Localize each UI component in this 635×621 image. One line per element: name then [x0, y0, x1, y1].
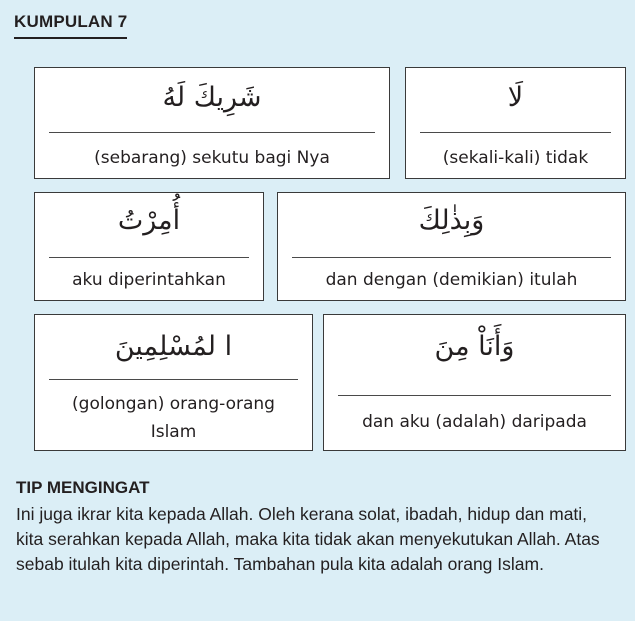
vocab-card-laa	[405, 67, 626, 179]
arabic-word: وَأَنَاْ مِنَ	[434, 331, 515, 362]
divider	[420, 132, 611, 133]
meaning-text: (sekali-kali) tidak	[442, 148, 589, 168]
vocab-card-shariika-lahu	[34, 67, 390, 179]
arabic-word: شَرِيكَ لَهُ	[162, 82, 262, 113]
arabic-word: أُمِرْتُ	[117, 205, 181, 236]
tip-body: Ini juga ikrar kita kepada Allah. Oleh kerana solat, ibadah, hidup dan mati, kita serahkan kepada Allah, maka kita tidak akan menyekutukan Allah. Atas sebab itulah kita diperintah. Tambahan pula kita adalah orang Islam.	[16, 504, 600, 574]
divider	[338, 395, 611, 396]
vocab-card-umirtu	[34, 192, 264, 301]
divider	[49, 132, 375, 133]
divider	[49, 257, 249, 258]
meaning-text: aku diperintahkan	[72, 270, 226, 290]
vocab-card-al-muslimiin	[34, 314, 313, 451]
arabic-word: لَا	[507, 82, 524, 113]
vocab-card-wabidhaalika	[277, 192, 626, 301]
vocab-card-wa-ana-mina	[323, 314, 626, 451]
meaning-text: dan aku (adalah) daripada	[362, 412, 587, 432]
tip-title: TIP MENGINGAT	[16, 478, 150, 497]
meaning-text: (sebarang) sekutu bagi Nya	[94, 148, 330, 168]
meaning-text: (golongan) orang-orang Islam	[72, 394, 275, 442]
divider	[49, 379, 298, 380]
divider	[292, 257, 611, 258]
meaning-text: dan dengan (demikian) itulah	[325, 270, 578, 290]
section-heading: KUMPULAN 7	[14, 12, 127, 39]
arabic-word: وَبِذٰلِكَ	[418, 205, 485, 236]
arabic-word: ا لمُسْلِمِينَ	[114, 331, 233, 362]
